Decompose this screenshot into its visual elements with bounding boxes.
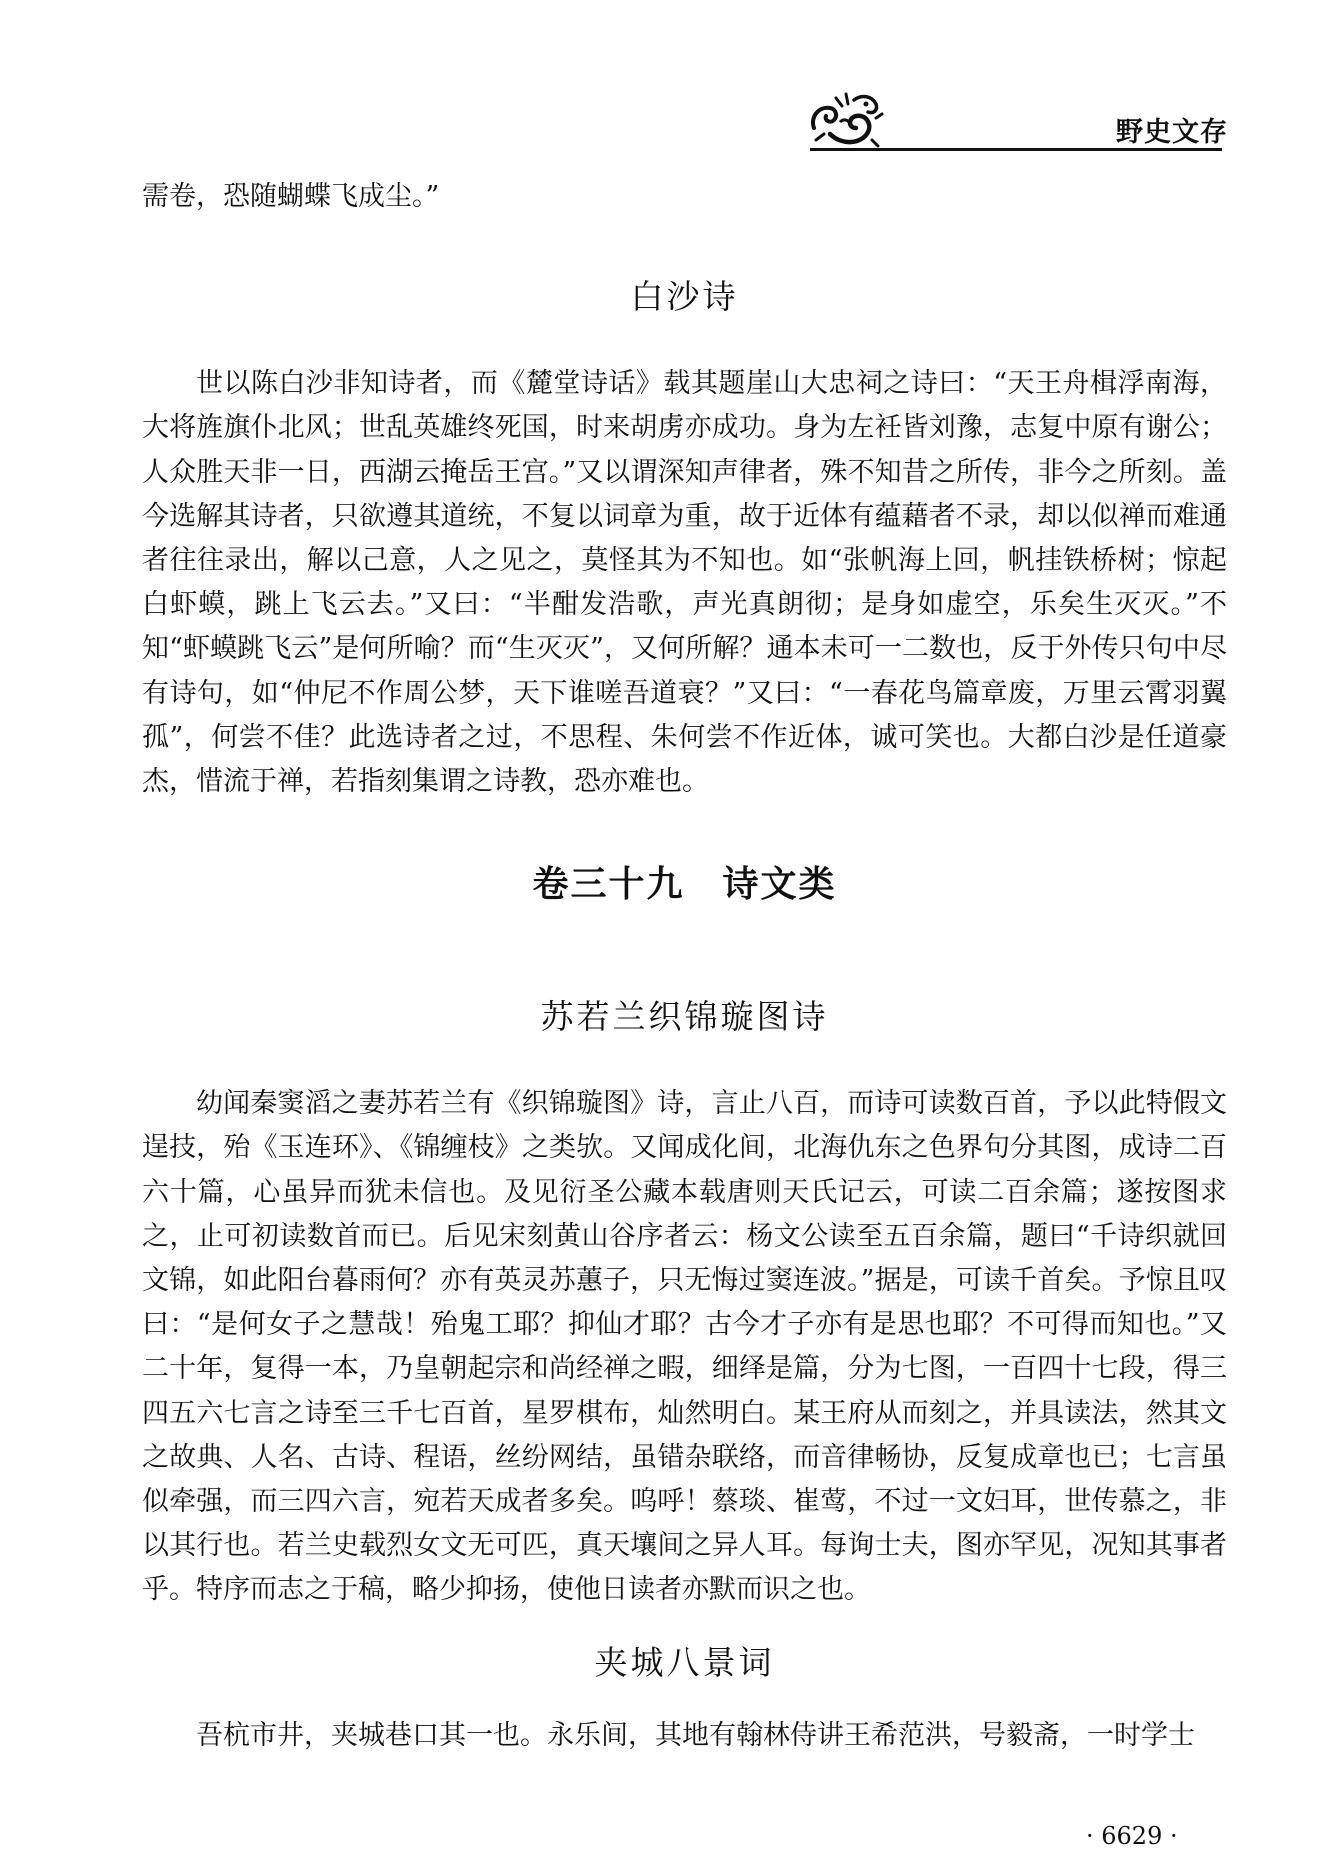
section-title-baisha-poems: 白沙诗 [630, 277, 739, 317]
dragon-icon [806, 88, 886, 154]
section-title-su-ruolan: 苏若兰织锦璇图诗 [540, 997, 829, 1037]
paragraph-su-ruolan: 幼闻秦窦滔之妻苏若兰有《织锦璇图》诗，言止八百，而诗可读数百首，予以此特假文逞技，殆《玉连环》、《锦缠枝》之类欤。又闻成化间，北海仇东之色界句分其图，成诗二百六十篇，心虽异而犹未信也。及见衍圣公藏本载唐则天氏记云，可读二百余篇；遂按图求之，止可初读数首而已。后见宋刻黄山谷序者云：杨文公读至五百余篇，题曰“千诗织就回文锦，如此阳台暮雨何？亦有英灵苏蕙子，只无悔过窦连波。”据是，可读千首矣。予惊且叹曰：“是何女子之慧哉！殆鬼工耶？抑仙才耶？古今才子亦有是思也耶？不可得而知也。”又二十年，复得一本，乃皇朝起宗和尚经禅之暇，细绎是篇，分为七图，一百四十七段，得三四五六七言之诗至三千七百首，星罗棋布，灿然明白。某王府从而刻之，并具读法，然其文之故典、人名、古诗、程语，丝纷网结，虽错杂联络，而音律畅协，反复成章也已；七言虽似牵强，而三四六言，宛若天成者多矣。呜呼！蔡琰、崔莺，不过一文妇耳，世传慕之，非以其行也。若兰史载烈女文无可匹，真天壤间之异人耳。每询士夫，图亦罕见，况知其事者乎。特序而志之于稿，略少抑扬，使他日读者亦默而识之也。 [142, 1088, 1227, 1606]
running-header-title: 野史文存 [1116, 117, 1228, 148]
page-content [142, 175, 1227, 1758]
page-number: · 6629 · [1086, 1822, 1178, 1850]
chapter-title: 卷三十九 诗文类 [532, 864, 837, 906]
paragraph-baisha: 世以陈白沙非知诗者，而《麓堂诗话》载其题崖山大忠祠之诗曰：“天王舟楫浮南海，大将旌旗仆北风；世乱英雄终死国，时来胡虏亦成功。身为左衽皆刘豫，志复中原有谢公；人众胜天非一日，西湖云掩岳王宫。”又以谓深知声律者，殊不知昔之所传，非今之所刻。盖今选解其诗者，只欲遵其道统，不复以词章为重，故于近体有蕴藉者不录，却以似禅而难通者往往录出，解以己意，人之见之，莫怪其为不知也。如“张帆海上回，帆挂铁桥树；惊起白虾蟆，跳上飞云去。”又曰：“半酣发浩歌，声光真朗彻；是身如虚空，乐矣生灭灭。”不知“虾蟆跳飞云”是何所喻？而“生灭灭”，又何所解？通本未可一二数也，反于外传只句中尽有诗句，如“仲尼不作周公梦，天下谁嗟吾道衰？”又曰：“一春花鸟篇章废，万里云霄羽翼孤”，何尝不佳？此选诗者之过，不思程、朱何尝不作近体，诚可笑也。大都白沙是任道豪杰，惜流于禅，若指刻集谓之诗教，恐亦难也。 [142, 368, 1227, 798]
section-title-jiacheng: 夹城八景词 [594, 1642, 775, 1682]
paragraph-jiacheng: 吾杭市井，夹城巷口其一也。永乐间，其地有翰林侍讲王希范洪，号毅斋，一时学士 [196, 1719, 1195, 1751]
paragraph-continued: 需卷，恐随蝴蝶飞成尘。” [142, 181, 440, 212]
